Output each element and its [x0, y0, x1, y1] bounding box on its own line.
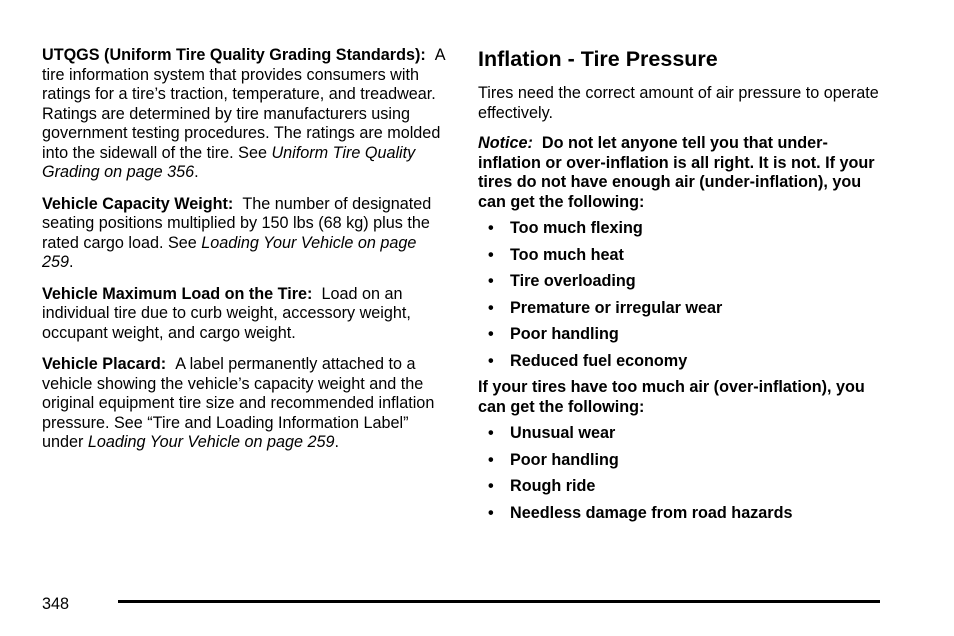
utqgs-text: A tire information system that provides consumers with ratings for a tire’s traction, temperature, and treadwear. Ratings are determined by tire manufacturers using government testing procedures. The ratings are molded into the sidewall of the tire. See — [42, 46, 445, 162]
bullet-icon: • — [488, 503, 494, 522]
maxload-term: Vehicle Maximum Load on the Tire: — [42, 284, 313, 303]
list-item-text: Too much heat — [510, 245, 624, 264]
over-inflation-intro: If your tires have too much air (over-inflation), you can get the following: — [478, 378, 865, 416]
notice-text: Do not let anyone tell you that under-inflation or over-inflation is all right. It is not. If your tires do not have enough air (under-inflation), you can get the following: — [478, 134, 875, 211]
utqgs-term: UTQGS (Uniform Tire Quality Grading Standards): — [42, 46, 426, 64]
section-heading: Inflation - Tire Pressure — [478, 47, 718, 71]
bullet-icon: • — [488, 219, 494, 237]
placard-entry — [42, 355, 447, 453]
notice-paragraph — [478, 134, 888, 212]
capacity-text: The number of designated seating positions multiplied by 150 lbs (68 kg) plus the rated cargo load. See — [42, 194, 432, 252]
list-item-text: Premature or irregular wear — [510, 298, 723, 317]
list-item — [488, 299, 888, 319]
capacity-ref: Loading Your Vehicle on page 259 — [42, 233, 417, 271]
list-item-text: Tire overloading — [510, 272, 636, 290]
list-item-text: Poor handling — [510, 450, 619, 469]
list-item-text: Rough ride — [510, 477, 596, 495]
bullet-icon: • — [488, 424, 494, 442]
bullet-icon: • — [488, 351, 494, 370]
placard-text: A label permanently attached to a vehicle showing the vehicle’s capacity weight and the original equipment tire size and recommended inflation pressure. See “Tire and Loading Information Label” under — [42, 355, 435, 451]
list-item — [488, 352, 888, 372]
bullet-icon: • — [488, 272, 494, 290]
list-item — [488, 272, 888, 292]
list-item — [488, 477, 888, 497]
footer-rule — [118, 600, 880, 603]
under-inflation-list — [478, 219, 888, 371]
over-inflation-list — [478, 424, 888, 523]
list-item-text: Too much flexing — [510, 219, 643, 237]
list-item-text: Poor handling — [510, 325, 619, 343]
list-item — [488, 325, 888, 345]
placard-ref: Loading Your Vehicle on page 259 — [87, 433, 335, 451]
placard-end: . — [334, 433, 340, 451]
utqgs-ref: Uniform Tire Quality Grading on page 356 — [42, 143, 416, 181]
list-item-text: Needless damage from road hazards — [510, 503, 793, 522]
maxload-text: Load on an individual tire due to curb weight, accessory weight, occupant weight, and cargo weight. — [42, 284, 411, 342]
maxload-entry — [42, 285, 447, 344]
bullet-icon: • — [488, 298, 494, 317]
list-item — [488, 504, 888, 524]
capacity-end: . — [69, 253, 74, 271]
left-column — [42, 46, 447, 465]
utqgs-entry — [42, 46, 447, 183]
page-number: 348 — [42, 595, 70, 613]
bullet-icon: • — [488, 450, 494, 469]
intro-text: Tires need the correct amount of air pressure to operate effectively. — [478, 84, 879, 122]
right-column — [478, 46, 888, 530]
list-item — [488, 424, 888, 444]
list-item-text: Reduced fuel economy — [510, 351, 688, 370]
bullet-icon: • — [488, 245, 494, 264]
notice-label: Notice: — [478, 134, 533, 152]
list-item-text: Unusual wear — [510, 424, 616, 442]
utqgs-end: . — [194, 163, 199, 181]
placard-term: Vehicle Placard: — [42, 355, 167, 373]
bullet-icon: • — [488, 477, 494, 495]
capacity-term: Vehicle Capacity Weight: — [42, 194, 234, 213]
list-item — [488, 219, 888, 239]
bullet-icon: • — [488, 325, 494, 343]
list-item — [488, 451, 888, 471]
capacity-entry — [42, 195, 447, 273]
list-item — [488, 246, 888, 266]
